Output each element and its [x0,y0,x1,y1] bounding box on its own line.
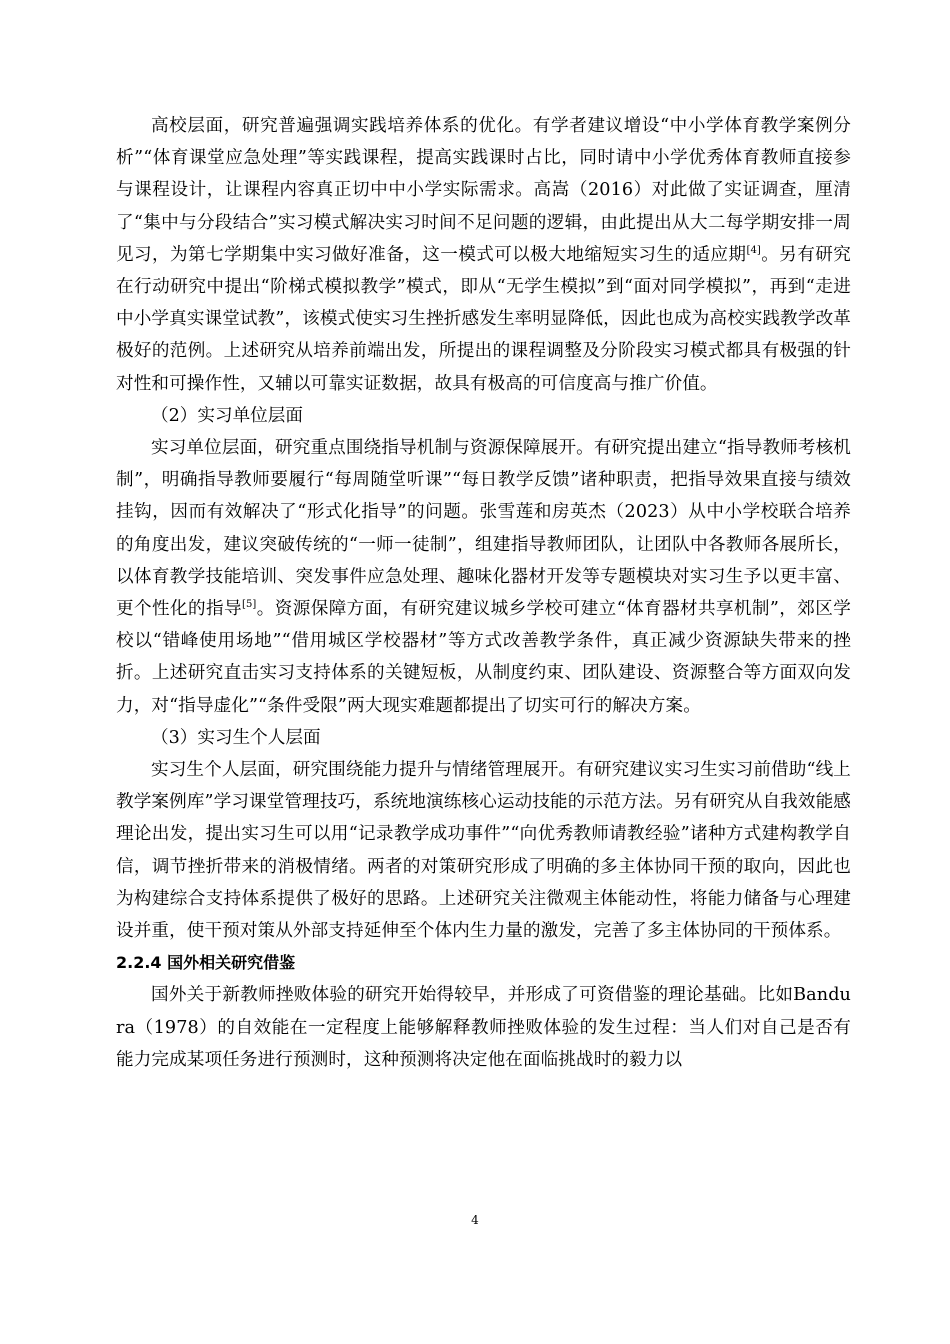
subheading-intern-individual: （3）实习生个人层面 [151,727,321,748]
paragraph-text: 实习单位层面，研究重点围绕指导机制与资源保障展开。有研究提出建立“指导教师考核机制”，明确指导教师要履行“每周随堂听课”“每日教学反馈”诸种职责，把指导效果直接与绩效挂钩，因而有效解决了“形式化指导”的问题。张雪莲和房英杰（2023）从中小学校联合培养的角度出发，建议突破传统的“一师一徒制”，组建指导教师团队，让团队中各教师各展所长，以体育教学技能培训、突发事件应急处理、趣味化器材开发等专题模块对实习生予以更丰富、更个性化的指导 [116,438,851,620]
paragraph-text: 高校层面，研究普遍强调实践培养体系的优化。有学者建议增设“中小学体育教学案例分析”“体育课堂应急处理”等实践课程，提高实践课时占比，同时请中小学优秀体育教师直接参与课程设计，让课程内容真正切中中小学实际需求。高嵩（2016）对此做了实证调查，厘清了“集中与分段结合”实习模式解决实习时间不足问题的逻辑，由此提出从大二每学期安排一周见习，为第七学期集中实习做好准备，这一模式可以极大地缩短实习生的适应期 [116,116,851,265]
paragraph-text: 实习生个人层面，研究围绕能力提升与情绪管理展开。有研究建议实习生实习前借助“线上教学案例库”学习课堂管理技巧，系统地演练核心运动技能的示范方法。另有研究从自我效能感理论出发，提出实习生可以用“记录教学成功事件”“向优秀教师请教经验”诸种方式建构教学自信，调节挫折带来的消极情绪。两者的对策研究形成了明确的多主体协同干预的取向，因此也为构建综合支持体系提供了极好的思路。上述研究关注微观主体能动性，将能力储备与心理建设并重，使干预对策从外部支持延伸至个体内生力量的激发，完善了多主体协同的干预体系。 [116,760,851,942]
paragraph-foreign-research [116,979,851,1076]
page-number: 4 [471,1213,479,1227]
paragraph-text: 。资源保障方面，有研究建议城乡学校可建立“体育器材共享机制”，郊区学校以“错峰使用场地”“借用城区学校器材”等方式改善教学条件，真正减少资源缺失带来的挫折。上述研究直击实习支持体系的关键短板，从制度约束、团队建设、资源整合等方面双向发力，对“指导虚化”“条件受限”两大现实难题都提出了切实可行的解决方案。 [116,599,851,716]
citation-ref: [5] [241,599,257,611]
paragraph-text: 国外关于新教师挫败体验的研究开始得较早，并形成了可资借鉴的理论基础。比如Bandura（1978）的自效能在一定程度上能够解释教师挫败体验的发生过程：当人们对自己是否有能力完成某项任务进行预测时，这种预测将决定他在面临挑战时的毅力以 [116,985,851,1070]
section-heading-2-2-4: 2.2.4 国外相关研究借鉴 [116,953,296,973]
citation-ref: [4] [746,244,761,256]
body-text [116,110,851,1076]
subheading-internship-unit: （2）实习单位层面 [151,405,303,426]
paragraph-text: 。另有研究在行动研究中提出“阶梯式模拟教学”模式，即从“无学生模拟”到“面对同学模拟”，再到“走进中小学真实课堂试教”，该模式使实习生挫折感发生率明显降低，因此也成为高校实践教学改革极好的范例。上述研究从培养前端出发，所提出的课程调整及分阶段实习模式都具有极强的针对性和可操作性，又辅以可靠实证数据，故具有极高的可信度高与推广价值。 [116,244,851,394]
paragraph-intern-individual-level [116,754,851,947]
paragraph-university-level [116,110,851,400]
paragraph-internship-unit-level [116,432,851,722]
